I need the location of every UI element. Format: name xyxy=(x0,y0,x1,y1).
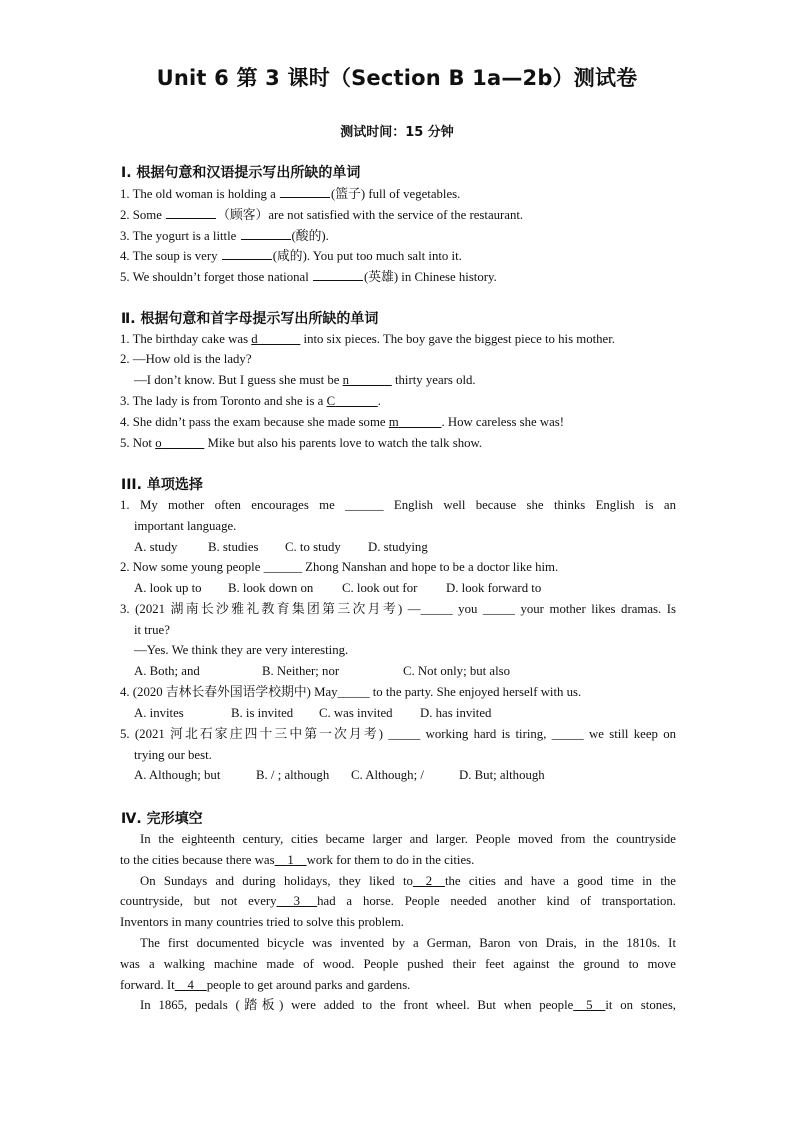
q1-options xyxy=(134,537,676,558)
q2-option-d[interactable]: D. look forward to xyxy=(446,581,542,595)
answer-blank[interactable] xyxy=(280,183,330,198)
q2-option-a[interactable]: A. look up to xyxy=(134,581,202,595)
s2-item-3: 3. The lady is from Toronto and she is a C . xyxy=(120,394,381,408)
test-time: 测试时间：15 分钟 xyxy=(340,125,454,140)
cloze-blank-4[interactable]: 4 xyxy=(187,978,194,992)
s1-item-5: 5. We shouldn’t forget those national (英雄) in Chinese history. xyxy=(120,266,676,288)
s2-item-2-reply: —I don’t know. But I guess she must be n thirty years old. xyxy=(134,373,476,387)
s2-item-5: 5. Not o Mike but also his parents love to watch the talk show. xyxy=(120,436,483,450)
q3-stem: 3. (2021 湖南长沙雅礼教育集团第三次月考) —_____ you _____ your mother likes dramas. Is xyxy=(120,602,676,616)
q2-options xyxy=(134,578,676,599)
cloze-line: On Sundays and during holidays, they liked to 2 the cities and have a good time in the xyxy=(140,874,676,888)
answer-blank[interactable] xyxy=(313,266,363,281)
q4-option-c[interactable]: C. was invited xyxy=(319,706,393,720)
cloze-line: forward. It 4 people to get around parks and gardens. xyxy=(120,978,411,992)
q4-option-b[interactable]: B. is invited xyxy=(231,706,294,720)
cloze-blank-1[interactable]: 1 xyxy=(287,853,294,867)
q4-options xyxy=(134,703,676,724)
q5-option-a[interactable]: A. Although; but xyxy=(134,768,221,782)
section-2-heading: Ⅱ. 根据句意和首字母提示写出所缺的单词 xyxy=(121,311,379,327)
q1-stem-cont: important language. xyxy=(134,519,237,533)
q5-stem: 5. (2021 河北石家庄四十三中第一次月考) _____ working hard is tiring, _____ we still keep on xyxy=(120,727,676,741)
q4-option-d[interactable]: D. has invited xyxy=(420,706,492,720)
answer-blank[interactable] xyxy=(241,225,291,240)
q3-options xyxy=(134,661,676,682)
q2-option-c[interactable]: C. look out for xyxy=(342,581,418,595)
s1-item-1: 1. The old woman is holding a (篮子) full of vegetables. xyxy=(120,183,676,205)
q5-options xyxy=(134,765,676,786)
cloze-line: was a walking machine made of wood. People pushed their feet against the ground to move xyxy=(120,957,676,971)
q2-option-b[interactable]: B. look down on xyxy=(228,581,314,595)
s2-item-4: 4. She didn’t pass the exam because she made some m . How careless she was! xyxy=(120,415,565,429)
q3-option-b[interactable]: B. Neither; nor xyxy=(262,664,340,678)
q1-option-a[interactable]: A. study xyxy=(134,540,178,554)
cloze-blank-2[interactable]: 2 xyxy=(425,874,433,888)
s1-item-4: 4. The soup is very (咸的). You put too much salt into it. xyxy=(120,245,676,267)
initial-letter-blank[interactable]: n xyxy=(342,373,350,387)
cloze-line: In 1865, pedals (踏板) were added to the front wheel. But when people 5 it on stones, xyxy=(140,998,677,1012)
q1-option-c[interactable]: C. to study xyxy=(285,540,341,554)
initial-letter-blank[interactable]: d xyxy=(251,332,258,346)
initial-letter-blank[interactable]: m xyxy=(388,415,399,429)
q5-option-b[interactable]: B. / ; although xyxy=(256,768,330,782)
q5-option-c[interactable]: C. Although; / xyxy=(351,768,424,782)
q4-option-a[interactable]: A. invites xyxy=(134,706,184,720)
cloze-line: to the cities because there was 1 work for them to do in the cities. xyxy=(120,853,475,867)
s1-item-3: 3. The yogurt is a little (酸的). xyxy=(120,225,676,247)
section-3-heading: III. 单项选择 xyxy=(121,477,203,493)
cloze-line: The first documented bicycle was invented by a German, Baron von Drais, in the 1810s. It xyxy=(140,936,676,950)
q1-option-d[interactable]: D. studying xyxy=(368,540,428,554)
q3-option-a[interactable]: A. Both; and xyxy=(134,664,200,678)
s1-item-2: 2. Some （顾客）are not satisfied with the service of the restaurant. xyxy=(120,204,676,226)
initial-letter-blank[interactable]: o xyxy=(155,436,162,450)
cloze-line: In the eighteenth century, cities became larger and larger. People moved from the countryside xyxy=(140,832,676,846)
q1-option-b[interactable]: B. studies xyxy=(208,540,259,554)
s2-item-2: 2. —How old is the lady? xyxy=(120,352,252,366)
cloze-blank-5[interactable]: 5 xyxy=(586,998,593,1012)
initial-letter-blank[interactable]: C xyxy=(326,394,336,408)
s2-item-1: 1. The birthday cake was d into six pieces. The boy gave the biggest piece to his mother. xyxy=(120,332,615,346)
page-title: Unit 6 第 3 课时（Section B 1a—2b）测试卷 xyxy=(156,66,638,90)
q4-stem: 4. (2020 吉林长春外国语学校期中) May_____ to the party. She enjoyed herself with us. xyxy=(120,685,582,699)
q3-stem-cont: it true? xyxy=(134,623,170,637)
section-4-heading: Ⅳ. 完形填空 xyxy=(121,811,203,827)
cloze-blank-3[interactable]: 3 xyxy=(293,894,301,908)
q5-option-d[interactable]: D. But; although xyxy=(459,768,545,782)
q5-stem-cont: trying our best. xyxy=(134,748,212,762)
q3-option-c[interactable]: C. Not only; but also xyxy=(403,664,510,678)
cloze-line: Inventors in many countries tried to solve this problem. xyxy=(120,915,404,929)
q1-stem: 1. My mother often encourages me ______ English well because she thinks English is an xyxy=(120,498,676,512)
section-1-heading: Ⅰ. 根据句意和汉语提示写出所缺的单词 xyxy=(121,165,361,181)
q2-stem: 2. Now some young people ______ Zhong Nanshan and hope to be a doctor like him. xyxy=(120,560,559,574)
answer-blank[interactable] xyxy=(222,245,272,260)
answer-blank[interactable] xyxy=(166,204,216,219)
cloze-line: countryside, but not every 3 had a horse. People needed another kind of transportation. xyxy=(120,894,677,908)
q3-reply: —Yes. We think they are very interesting. xyxy=(134,643,349,657)
